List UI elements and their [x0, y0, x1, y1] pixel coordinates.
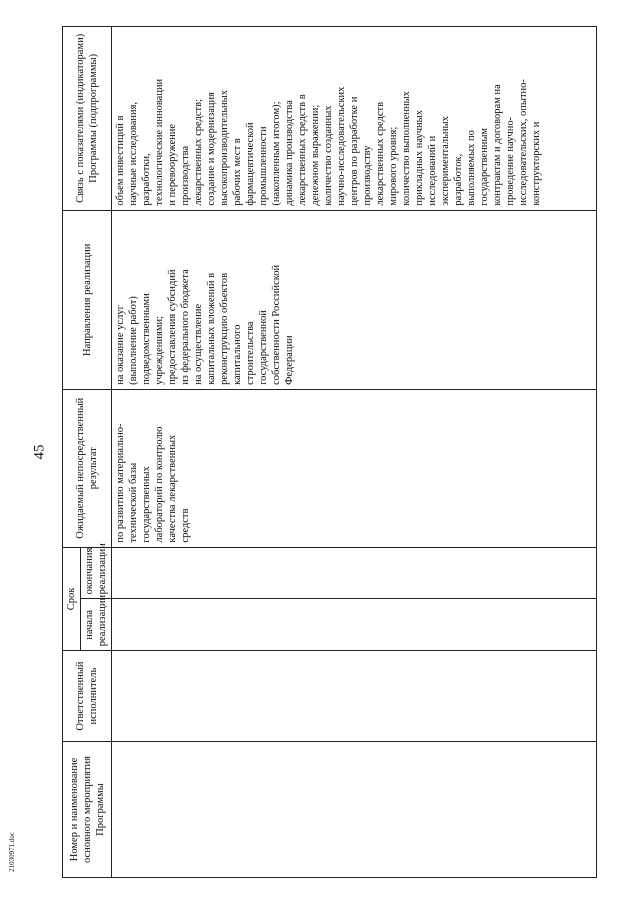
header-directions: Направления реализации: [63, 210, 112, 389]
header-indicators: Связь с показателями (индикаторами) Программы (подпрограммы): [63, 27, 112, 211]
header-start: начала реализации: [81, 599, 112, 651]
header-term: Срок: [63, 547, 81, 651]
cell-program-measure: [112, 741, 597, 877]
cell-expected-result: по развитию материально- технической базы государственных лабораторий по контролю качества лекарственных средств: [112, 389, 597, 547]
cell-directions: на оказание услуг (выполнение работ) подведомственными учреждениями; предоставления субсидий из федерального бюджета на осуществление капитальных вложений в реконструкцию объектов капитального строительства государственной собственности Российской Федерации: [112, 210, 597, 389]
table-row: [112, 27, 597, 878]
header-row: [63, 27, 81, 878]
header-expected-result: Ожидаемый непосредственный результат: [63, 389, 112, 547]
cell-end: [112, 547, 597, 599]
header-end: окончания реализации: [81, 547, 112, 599]
cell-indicators: объем инвестиций в научные исследования, разработки, технологические инновации и перевооружение производства лекарственных средств; создание и модернизация высокопроизводительных рабочих мест в фармацевтической промышленности (накопленным итогом); динамика производства лекарственных средств в денежном выражении; количество созданных научно-исследовательских центров по разработке и производству лекарственных средств мирового уровня; количество выполненных прикладных научных исследований и экспериментальных разработок, выполняемых по государственным контрактам и договорам на проведение научно- исследовательских, опытно- конструкторских и: [112, 27, 597, 211]
cell-start: [112, 599, 597, 651]
document-page: 45 21030971.doc Номер и наименование основного мероприятия Программы Ответственный исполнитель Срок Ожидаемый непосредственный результат Направления реализации Связь с показателями (индикаторами) Программы (подпрограммы) начала реализации окончания реализации по развитию материально- технической базы государственных лабораторий по контролю качества лекарственных средств на оказание услуг (выполнение работ) подведомственными учреждениями; предоставления субсидий из федерального бюджета на осуществление капитальных вложений в реконструкцию объектов капитального строительства государственной собственности Российской Федерации объем инвестиций в научные исследования, разработки, технологические инновации и перевооружение производства лекарственных средств; создание и модернизация высокопроизводительных рабочих мест в фармацевтической промышленности (накопленным итогом); динамика производства лекарственных средств в денежном выражении; количество созданных научно-исследовательских центров по разработке и производству лекарственных средств мирового уровня; количество выполненных прикладных научных исследований и экспериментальных разработок, выполняемых по государственным контрактам и договорам на проведение научно- исследовательских, опытно- конструкторских и: [0, 0, 640, 905]
header-program-measure: Номер и наименование основного мероприятия Программы: [63, 741, 112, 877]
program-table: [62, 26, 597, 878]
header-executor: Ответственный исполнитель: [63, 651, 112, 742]
rotated-table-wrapper: [62, 26, 582, 878]
cell-executor: [112, 651, 597, 742]
